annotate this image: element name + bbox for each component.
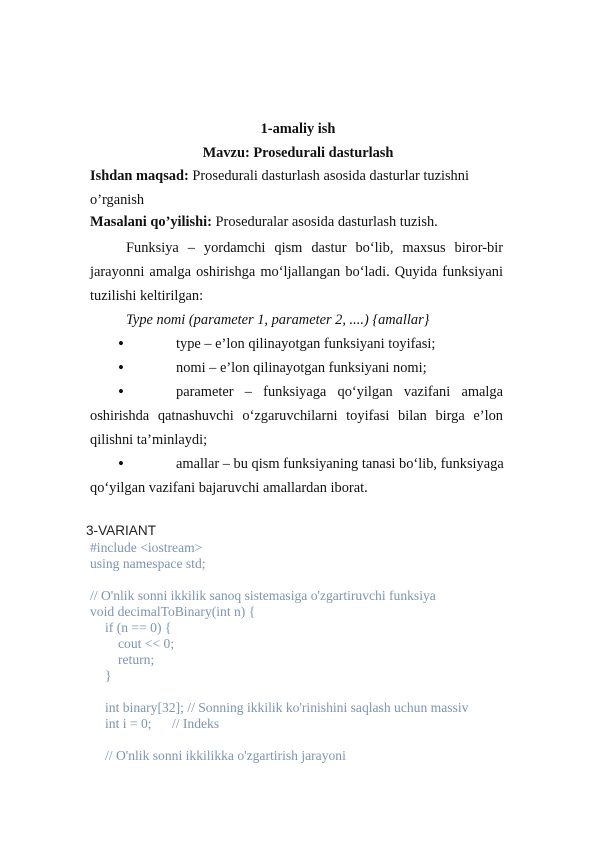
syntax-line: Type nomi (parameter 1, parameter 2, ....) {amallar} (126, 312, 430, 328)
bullet-icon: • (118, 382, 124, 401)
goal-label: Ishdan maqsad: (90, 168, 189, 184)
bullet-name: nomi – e’lon qilinayotgan funksiyani nomi; (176, 360, 427, 376)
paragraph-line-3: tuzilishi keltirilgan: (90, 288, 204, 304)
goal-line (90, 167, 503, 185)
paragraph-line-1: Funksiya – yordamchi qism dastur bo‘lib, maxsus biror-bir (126, 240, 503, 256)
code-line: return; (118, 652, 155, 667)
code-line: void decimalToBinary(int n) { (90, 604, 256, 619)
code-line: } (105, 668, 112, 683)
code-line: #include <iostream> (90, 540, 203, 555)
bullet-type: type – e’lon qilinayotgan funksiyani toyifasi; (176, 336, 436, 352)
goal-text: Prosedurali dasturlash asosida dasturlar tuzishni (188, 168, 469, 184)
topic-heading: Mavzu: Prosedurali dasturlash (202, 145, 394, 161)
bullet-parameter-continued-1: oshirishda qatnashuvchi o‘zgaruvchilarni toyifasi bilan birga e’lon (90, 408, 503, 424)
bullet-icon: • (118, 358, 124, 377)
bullet-icon: • (118, 334, 124, 353)
code-line: if (n == 0) { (105, 620, 172, 635)
code-line: int i = 0; // Indeks (105, 716, 220, 731)
task-label: Masalani qo’yilishi: (90, 214, 212, 230)
code-comment: // O'nlik sonni ikkilikka o'zgartirish jarayoni (105, 748, 346, 763)
goal-text-continued: o’rganish (90, 192, 145, 208)
bullet-parameter: parameter – funksiyaga qo‘yilgan vazifani amalga (176, 384, 503, 400)
bullet-amallar-continued: qo‘yilgan vazifani bajaruvchi amallardan iborat. (90, 480, 368, 496)
page-title: 1-amaliy ish (260, 121, 336, 137)
paragraph-line-2: jarayonni amalga oshirishga mo‘ljallangan bo‘ladi. Quyida funksiyani (90, 264, 503, 280)
task-text: Proseduralar asosida dasturlash tuzish. (211, 214, 438, 230)
code-comment: // O'nlik sonni ikkilik sanoq sistemasiga o'zgartiruvchi funksiya (90, 588, 436, 603)
task-line (90, 213, 503, 231)
code-line: using namespace std; (90, 556, 206, 571)
bullet-icon: • (118, 454, 124, 473)
code-line: int binary[32]; // Sonning ikkilik ko'rinishini saqlash uchun massiv (105, 700, 469, 715)
code-line: cout << 0; (118, 636, 175, 651)
bullet-parameter-continued-2: qilishni ta’minlaydi; (90, 432, 208, 448)
bullet-amallar: amallar – bu qism funksiyaning tanasi bo‘lib, funksiyaga (176, 456, 504, 472)
variant-heading: 3-VARIANT (86, 523, 156, 538)
